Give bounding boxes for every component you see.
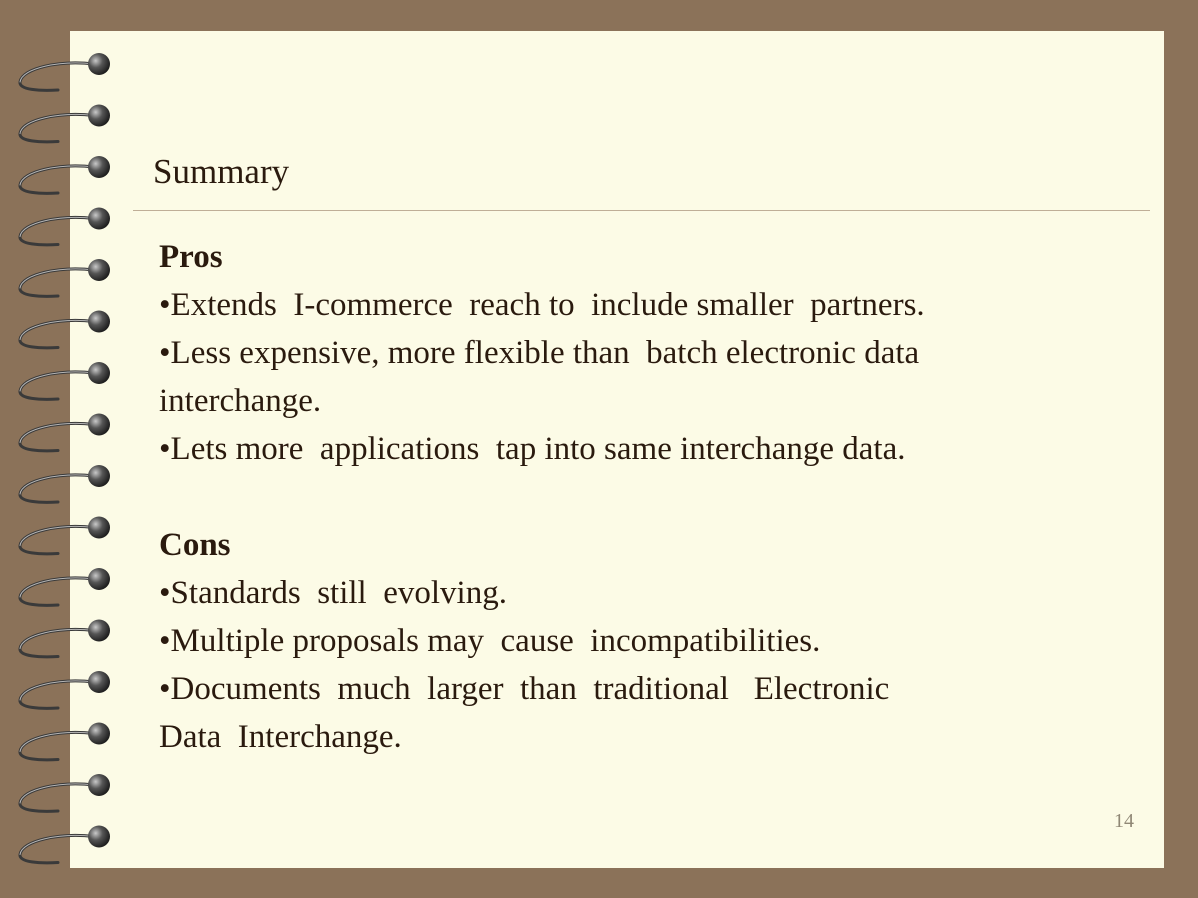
page-number: 14	[1114, 810, 1134, 832]
section-spacer	[159, 473, 1149, 521]
cons-line: Data Interchange.	[159, 719, 402, 755]
notebook-page	[70, 31, 1164, 868]
pros-line: interchange.	[159, 383, 322, 419]
slide-title: Summary	[153, 152, 290, 191]
pros-heading: Pros	[159, 239, 223, 275]
cons-line: •Standards still evolving.	[159, 575, 507, 611]
cons-heading: Cons	[159, 527, 231, 563]
title-divider	[133, 210, 1150, 211]
pros-line: •Less expensive, more flexible than batch electronic data	[159, 335, 920, 371]
cons-line: •Multiple proposals may cause incompatibilities.	[159, 623, 821, 659]
slide-body	[159, 233, 1149, 761]
cons-line: •Documents much larger than traditional Electronic	[159, 671, 890, 707]
pros-line: •Lets more applications tap into same interchange data.	[159, 431, 906, 467]
pros-line: •Extends I-commerce reach to include smaller partners.	[159, 287, 925, 323]
